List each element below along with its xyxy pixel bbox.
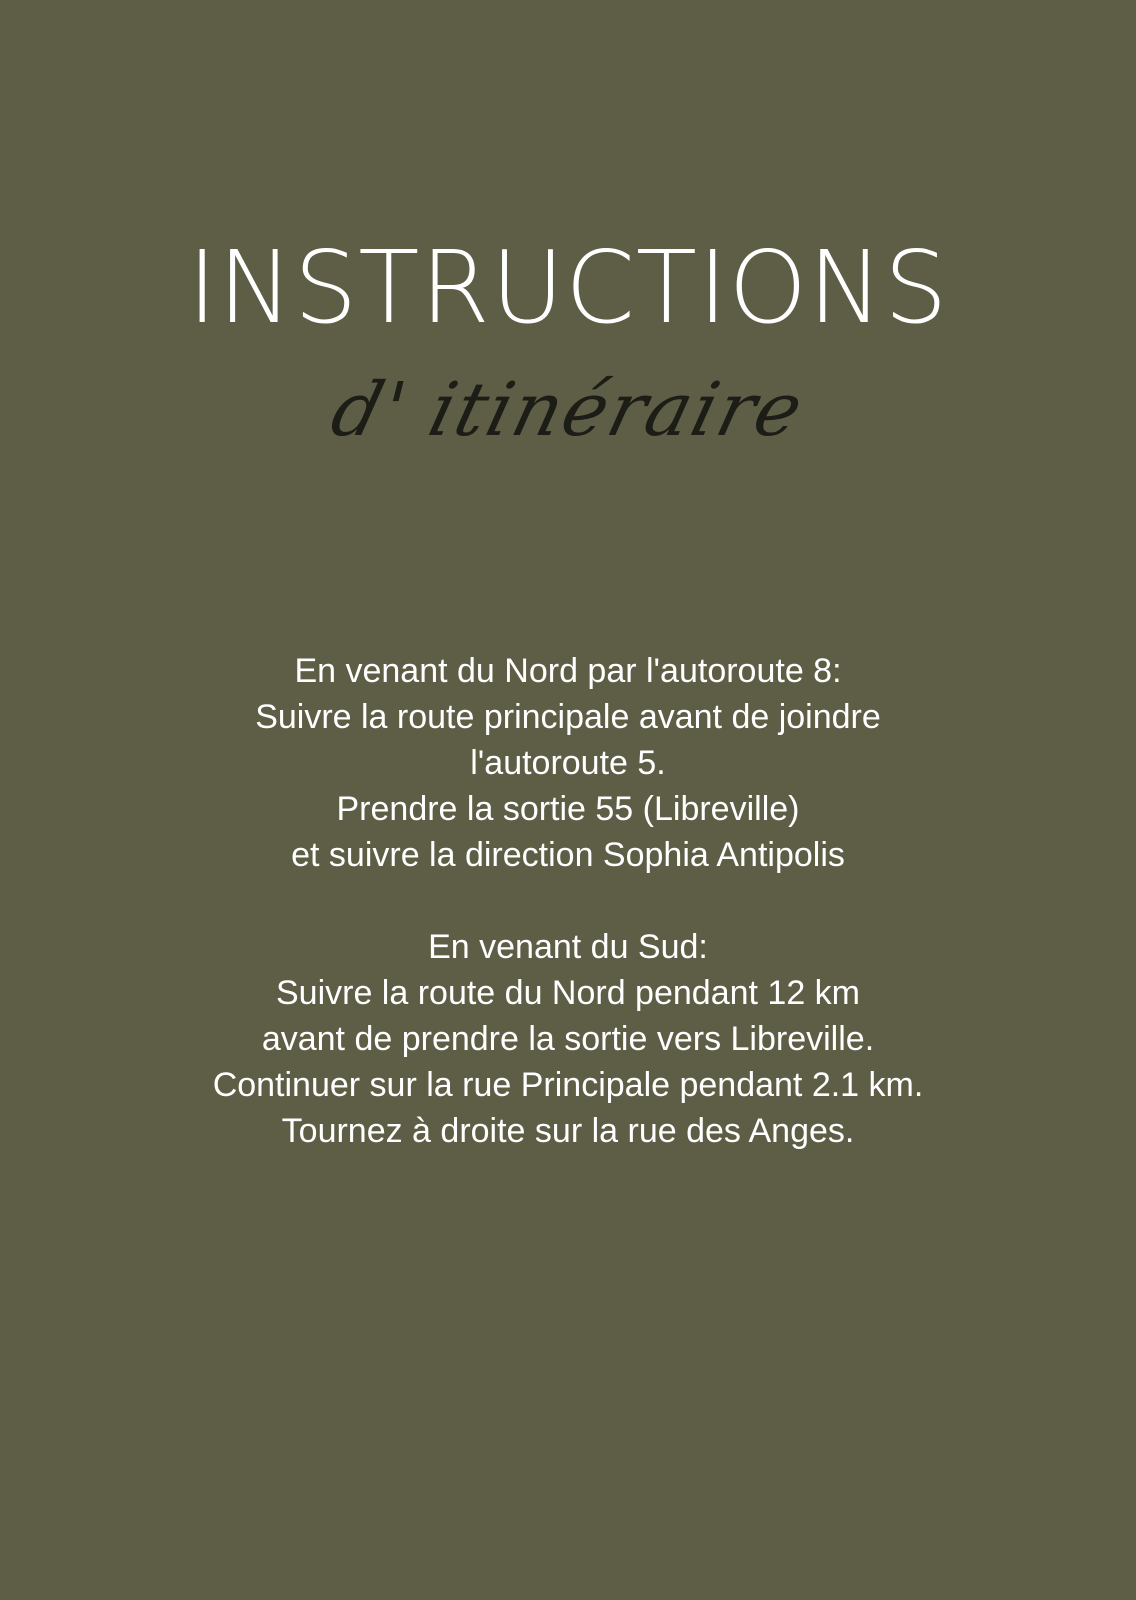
direction-line: et suivre la direction Sophia Antipolis bbox=[291, 836, 845, 874]
paragraph-spacer bbox=[68, 878, 1068, 924]
north-directions bbox=[68, 648, 1068, 878]
directions-text bbox=[68, 648, 1068, 1154]
direction-line: Suivre la route du Nord pendant 12 km bbox=[275, 974, 860, 1012]
script-subtitle: d' itinéraire bbox=[323, 367, 813, 453]
direction-line: En venant du Sud: bbox=[428, 928, 708, 966]
page-title: INSTRUCTIONS bbox=[187, 229, 949, 346]
direction-line: l'autoroute 5. bbox=[470, 744, 666, 782]
direction-line: Suivre la route principale avant de joindre bbox=[255, 698, 881, 736]
direction-line: En venant du Nord par l'autoroute 8: bbox=[294, 652, 842, 690]
direction-line: Prendre la sortie 55 (Libreville) bbox=[336, 790, 800, 828]
south-directions bbox=[68, 924, 1068, 1154]
direction-line: Tournez à droite sur la rue des Anges. bbox=[281, 1112, 855, 1150]
direction-line: Continuer sur la rue Principale pendant 2.1 km. bbox=[212, 1066, 924, 1104]
direction-line: avant de prendre la sortie vers Libreville. bbox=[261, 1020, 875, 1058]
